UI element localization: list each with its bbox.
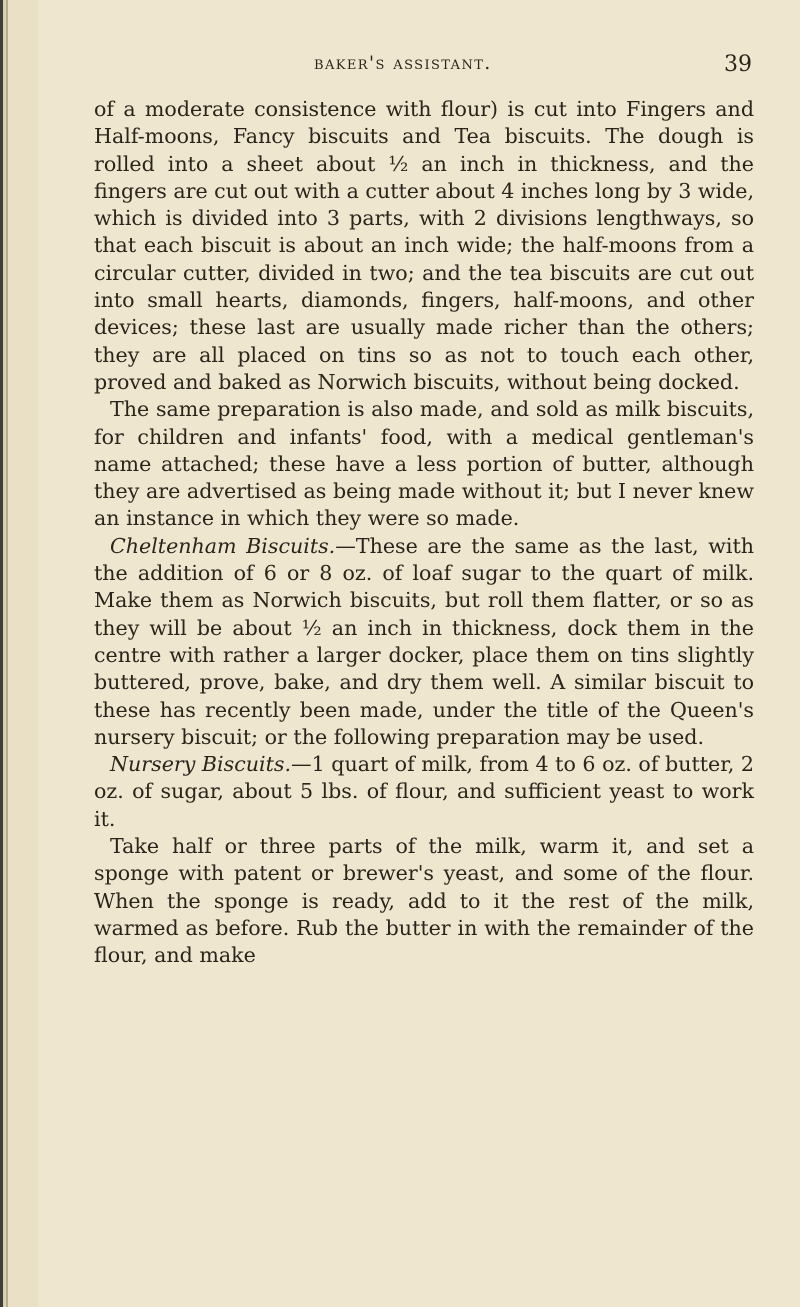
page-header <box>96 52 752 82</box>
recipe-title: Cheltenham Biscuits. <box>110 533 336 558</box>
paragraph-text: —These are the same as the last, with the addition of 6 or 8 oz. of loaf sugar to the quart of milk. Make them as Norwich biscuits, but roll them flatter, or so as they will be about ½ an inch in thickness, dock them in the centre with rather a larger docker, place them on tins slightly buttered, prove, bake, and dry them well. A similar biscuit to these has recently been made, under the title of the Queen's nursery biscuit; or the following preparation may be used. <box>94 533 754 749</box>
paragraph-milk-biscuits <box>94 396 754 532</box>
recipe-title: Nursery Biscuits. <box>110 752 291 777</box>
paragraph-text: —1 quart of milk, from 4 to 6 oz. of butter, 2 oz. of sugar, about 5 lbs. of flour, and sufficient yeast to work it. <box>94 752 754 831</box>
paragraph-text: of a moderate consistence with flour) is cut into Fingers and Half-moons, Fancy biscuits and Tea biscuits. The dough is rolled into a sheet about ½ an inch in thickness, and the fingers are cut out with a cutter about 4 inches long by 3 wide, which is divided into 3 parts, with 2 divisions lengthways, so that each biscuit is about an inch wide; the half-moons from a circular cutter, divided in two; and the tea biscuits are cut out into small hearts, diamonds, fingers, half-moons, and other devices; these last are usually made richer than the others; they are all placed on tins so as not to touch each other, proved and baked as Norwich biscuits, without being docked. <box>94 97 754 394</box>
paragraph-text: The same preparation is also made, and sold as milk biscuits, for children and infants' food, with a medical gentleman's name attached; these have a less portion of butter, although they are advertised as being made without it; but I never knew an instance in which they were so made. <box>94 397 754 531</box>
paragraph-cheltenham-biscuits <box>94 533 754 751</box>
page-binding-edge <box>0 0 38 1307</box>
page-number: 39 <box>724 52 752 77</box>
paragraph-continued <box>94 96 754 396</box>
running-head: baker's assistant. <box>314 52 492 74</box>
paragraph-method <box>94 833 754 969</box>
paragraph-text: Take half or three parts of the milk, warm it, and set a sponge with patent or brewer's yeast, and some of the flour. When the sponge is ready, add to it the rest of the milk, warmed as before. Rub the butter in with the remainder of the flour, and make <box>94 834 754 968</box>
body-text <box>94 96 754 970</box>
paragraph-nursery-biscuits <box>94 751 754 833</box>
